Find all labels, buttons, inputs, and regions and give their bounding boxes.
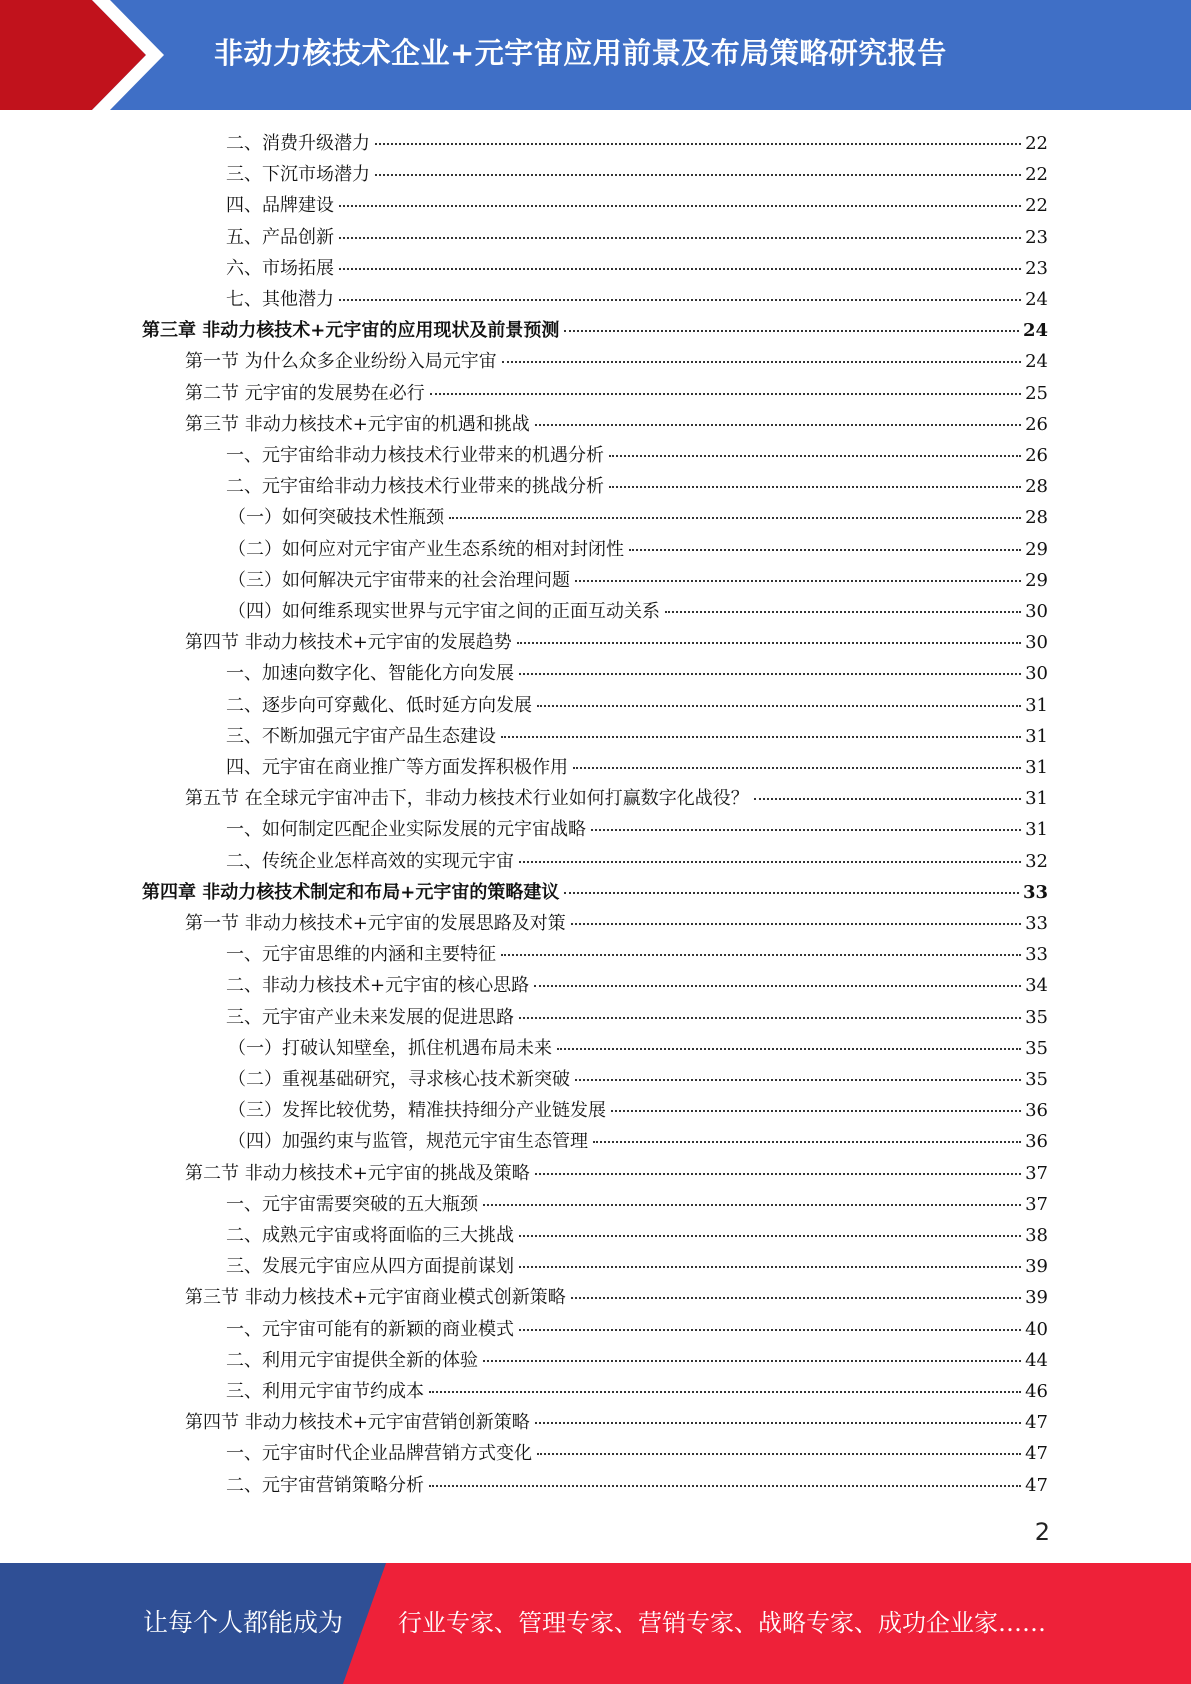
header-red-chevron xyxy=(0,0,160,110)
toc-entry-page: 36 xyxy=(1025,1131,1048,1153)
toc-entry-page: 22 xyxy=(1025,195,1048,217)
toc-entry[interactable] xyxy=(226,471,1048,502)
toc-entry[interactable] xyxy=(185,1158,1048,1189)
toc-entry-page: 33 xyxy=(1025,913,1048,934)
toc-entry-page: 33 xyxy=(1022,881,1048,903)
toc-entry-page: 47 xyxy=(1025,1474,1048,1496)
toc-entry-title: （三）发挥比较优势，精准扶持细分产业链发展 xyxy=(228,1100,606,1122)
toc-entry[interactable] xyxy=(226,190,1048,221)
toc-entry-page: 35 xyxy=(1025,1069,1048,1090)
toc-entry[interactable] xyxy=(226,939,1048,970)
page-number: 2 xyxy=(1034,1518,1050,1546)
toc-entry-title: 一、元宇宙时代企业品牌营销方式变化 xyxy=(226,1443,532,1465)
toc-entry-page: 37 xyxy=(1025,1162,1048,1184)
toc-dot-leader xyxy=(519,1235,1021,1237)
toc-entry[interactable] xyxy=(226,1002,1048,1033)
toc-entry-title: （四）如何维系现实世界与元宇宙之间的正面互动关系 xyxy=(228,601,660,622)
toc-entry[interactable] xyxy=(228,596,1048,627)
toc-entry[interactable] xyxy=(226,159,1048,190)
toc-entry-page: 26 xyxy=(1025,445,1048,466)
toc-dot-leader xyxy=(519,1266,1021,1268)
toc-entry-title: 第四章 非动力核技术制定和布局+元宇宙的策略建议 xyxy=(142,881,560,903)
toc-entry[interactable] xyxy=(226,1251,1048,1282)
toc-entry-title: （二）重视基础研究，寻求核心技术新突破 xyxy=(228,1069,570,1090)
toc-entry-page: 31 xyxy=(1025,757,1048,778)
toc-dot-leader xyxy=(609,486,1021,488)
toc-entry[interactable] xyxy=(226,752,1048,783)
toc-entry[interactable] xyxy=(226,1314,1048,1345)
toc-entry-page: 24 xyxy=(1025,289,1048,310)
toc-entry-title: 第三节 非动力核技术+元宇宙商业模式创新策略 xyxy=(185,1287,566,1309)
toc-entry[interactable] xyxy=(226,721,1048,752)
toc-entry[interactable] xyxy=(226,253,1048,284)
toc-entry[interactable] xyxy=(226,1438,1048,1469)
toc-entry[interactable] xyxy=(226,1345,1048,1376)
toc-entry[interactable] xyxy=(185,627,1048,658)
toc-dot-leader xyxy=(564,330,1019,332)
toc-chapter-entry[interactable] xyxy=(142,315,1048,346)
toc-dot-leader xyxy=(501,954,1021,956)
toc-dot-leader xyxy=(571,1297,1021,1299)
toc-entry-page: 47 xyxy=(1025,1412,1048,1434)
toc-entry[interactable] xyxy=(226,846,1048,877)
toc-dot-leader xyxy=(519,1017,1021,1019)
toc-entry[interactable] xyxy=(185,409,1048,440)
toc-dot-leader xyxy=(611,1110,1021,1112)
toc-entry-title: （一）打破认知壁垒，抓住机遇布局未来 xyxy=(228,1037,552,1059)
toc-entry-page: 36 xyxy=(1025,1100,1048,1122)
toc-entry-page: 46 xyxy=(1025,1381,1048,1402)
toc-entry-title: 一、元宇宙思维的内涵和主要特征 xyxy=(226,944,496,966)
toc-entry-page: 25 xyxy=(1025,382,1048,404)
toc-entry-title: 第二节 非动力核技术+元宇宙的挑战及策略 xyxy=(185,1162,530,1184)
toc-entry-title: 四、品牌建设 xyxy=(226,195,334,217)
toc-entry-title: 三、发展元宇宙应从四方面提前谋划 xyxy=(226,1256,514,1278)
toc-entry-page: 35 xyxy=(1025,1006,1048,1028)
toc-entry-title: 第三章 非动力核技术+元宇宙的应用现状及前景预测 xyxy=(142,320,560,342)
toc-dot-leader xyxy=(535,424,1021,426)
toc-dot-leader xyxy=(519,673,1021,675)
toc-entry-title: 二、元宇宙给非动力核技术行业带来的挑战分析 xyxy=(226,476,604,498)
toc-entry-title: 一、加速向数字化、智能化方向发展 xyxy=(226,663,514,685)
footer-slogan-right: 行业专家、管理专家、营销专家、战略专家、成功企业家…… xyxy=(398,1609,1046,1637)
toc-entry-page: 32 xyxy=(1025,850,1048,872)
toc-dot-leader xyxy=(754,798,1021,800)
toc-entry-page: 30 xyxy=(1025,632,1048,654)
toc-entry-page: 31 xyxy=(1025,694,1048,716)
toc-entry-title: 三、利用元宇宙节约成本 xyxy=(226,1381,424,1402)
toc-entry-page: 24 xyxy=(1025,351,1048,373)
toc-dot-leader xyxy=(339,205,1021,207)
page-header xyxy=(0,0,1191,110)
toc-entry-page: 31 xyxy=(1025,788,1048,810)
toc-entry-title: 二、消费升级潜力 xyxy=(226,133,370,154)
toc-entry-title: 五、产品创新 xyxy=(226,226,334,248)
toc-entry-title: 三、元宇宙产业未来发展的促进思路 xyxy=(226,1006,514,1028)
toc-entry[interactable] xyxy=(226,128,1048,159)
toc-entry-title: 四、元宇宙在商业推广等方面发挥积极作用 xyxy=(226,757,568,778)
toc-entry[interactable] xyxy=(226,1220,1048,1251)
toc-dot-leader xyxy=(557,1048,1021,1050)
toc-dot-leader xyxy=(537,1453,1021,1455)
toc-dot-leader xyxy=(430,393,1021,395)
toc-entry[interactable] xyxy=(185,346,1048,377)
toc-entry-title: 第三节 非动力核技术+元宇宙的机遇和挑战 xyxy=(185,413,530,435)
toc-dot-leader xyxy=(517,642,1021,644)
toc-dot-leader xyxy=(429,1485,1021,1487)
toc-entry[interactable] xyxy=(226,284,1048,315)
toc-entry[interactable] xyxy=(226,440,1048,471)
toc-dot-leader xyxy=(564,892,1019,894)
toc-dot-leader xyxy=(591,829,1021,831)
toc-entry-page: 47 xyxy=(1025,1443,1048,1465)
toc-entry[interactable] xyxy=(226,658,1048,689)
toc-entry-title: 一、元宇宙需要突破的五大瓶颈 xyxy=(226,1193,478,1215)
toc-entry-page: 39 xyxy=(1025,1287,1048,1309)
toc-entry[interactable] xyxy=(226,1470,1048,1501)
footer-slogan-left: 让每个人都能成为 xyxy=(143,1608,344,1637)
toc-dot-leader xyxy=(593,1141,1021,1143)
toc-entry-page: 40 xyxy=(1025,1318,1048,1340)
toc-dot-leader xyxy=(339,237,1021,239)
toc-entry[interactable] xyxy=(185,378,1048,409)
toc-chapter-entry[interactable] xyxy=(142,877,1048,908)
toc-entry-page: 35 xyxy=(1025,1037,1048,1059)
toc-entry[interactable] xyxy=(185,1282,1048,1313)
toc-entry-page: 30 xyxy=(1025,663,1048,685)
toc-entry[interactable] xyxy=(228,1095,1048,1126)
toc-dot-leader xyxy=(609,455,1021,457)
toc-dot-leader xyxy=(571,923,1021,925)
toc-entry-page: 29 xyxy=(1025,538,1048,560)
toc-dot-leader xyxy=(535,1173,1021,1175)
toc-entry[interactable] xyxy=(226,970,1048,1001)
toc-entry[interactable] xyxy=(228,502,1048,533)
toc-entry-title: 七、其他潜力 xyxy=(226,289,334,310)
toc-entry-title: 二、传统企业怎样高效的实现元宇宙 xyxy=(226,850,514,872)
toc-entry[interactable] xyxy=(228,1033,1048,1064)
toc-dot-leader xyxy=(519,861,1021,863)
toc-entry-title: 第四节 非动力核技术+元宇宙的发展趋势 xyxy=(185,632,512,654)
toc-entry[interactable] xyxy=(228,1064,1048,1095)
toc-entry-title: 第一节 非动力核技术+元宇宙的发展思路及对策 xyxy=(185,913,566,934)
toc-dot-leader xyxy=(339,268,1021,270)
toc-entry[interactable] xyxy=(228,1126,1048,1157)
toc-dot-leader xyxy=(535,1422,1021,1424)
toc-entry[interactable] xyxy=(226,1189,1048,1220)
toc-entry-title: 二、元宇宙营销策略分析 xyxy=(226,1474,424,1496)
toc-entry-page: 22 xyxy=(1025,133,1048,154)
toc-entry-title: 二、利用元宇宙提供全新的体验 xyxy=(226,1349,478,1371)
toc-entry-title: 第二节 元宇宙的发展势在必行 xyxy=(185,382,425,404)
toc-entry-title: 一、元宇宙可能有的新颖的商业模式 xyxy=(226,1318,514,1340)
toc-entry-title: 六、市场拓展 xyxy=(226,257,334,279)
toc-entry-page: 24 xyxy=(1022,320,1048,342)
toc-entry[interactable] xyxy=(226,1376,1048,1407)
toc-entry-title: （三）如何解决元宇宙带来的社会治理问题 xyxy=(228,569,570,591)
toc-entry[interactable] xyxy=(228,534,1048,565)
toc-entry-title: 第五节 在全球元宇宙冲击下，非动力核技术行业如何打赢数字化战役？ xyxy=(185,788,749,810)
toc-entry-page: 23 xyxy=(1025,226,1048,248)
page-footer xyxy=(0,1563,1191,1684)
toc-entry-title: 一、元宇宙给非动力核技术行业带来的机遇分析 xyxy=(226,445,604,466)
toc-entry[interactable] xyxy=(185,908,1048,939)
toc-entry-page: 37 xyxy=(1025,1193,1048,1215)
toc-entry-title: 一、如何制定匹配企业实际发展的元宇宙战略 xyxy=(226,819,586,841)
toc-entry-page: 33 xyxy=(1025,944,1048,966)
header-title: 非动力核技术企业+元宇宙应用前景及布局策略研究报告 xyxy=(214,36,947,70)
toc-entry[interactable] xyxy=(226,222,1048,253)
toc-dot-leader xyxy=(483,1360,1021,1362)
toc-dot-leader xyxy=(501,736,1021,738)
toc-entry-page: 31 xyxy=(1025,819,1048,841)
toc-entry-page: 22 xyxy=(1025,164,1048,186)
toc-dot-leader xyxy=(375,143,1021,145)
toc-dot-leader xyxy=(575,1079,1021,1081)
toc-entry-title: 二、成熟元宇宙或将面临的三大挑战 xyxy=(226,1225,514,1246)
toc-dot-leader xyxy=(519,1329,1021,1331)
toc-entry-page: 29 xyxy=(1025,569,1048,591)
toc-entry-page: 39 xyxy=(1025,1256,1048,1278)
toc-dot-leader xyxy=(375,174,1021,176)
toc-entry[interactable] xyxy=(226,814,1048,845)
toc-entry-title: 第四节 非动力核技术+元宇宙营销创新策略 xyxy=(185,1412,530,1434)
toc-entry[interactable] xyxy=(228,565,1048,596)
toc-entry-title: 三、下沉市场潜力 xyxy=(226,164,370,186)
toc-entry[interactable] xyxy=(185,783,1048,814)
toc-entry-title: 第一节 为什么众多企业纷纷入局元宇宙 xyxy=(185,351,497,373)
toc-entry-title: 三、不断加强元宇宙产品生态建设 xyxy=(226,725,496,747)
toc-dot-leader xyxy=(339,299,1021,301)
toc-dot-leader xyxy=(665,611,1021,613)
toc-entry-title: （一）如何突破技术性瓶颈 xyxy=(228,507,444,529)
toc-dot-leader xyxy=(575,580,1021,582)
toc-entry-page: 26 xyxy=(1025,413,1048,435)
toc-entry-page: 28 xyxy=(1025,507,1048,529)
toc-dot-leader xyxy=(573,767,1021,769)
toc-entry-title: （二）如何应对元宇宙产业生态系统的相对封闭性 xyxy=(228,538,624,560)
toc-entry-page: 38 xyxy=(1025,1225,1048,1246)
toc-dot-leader xyxy=(629,549,1021,551)
toc-dot-leader xyxy=(449,517,1021,519)
toc-entry-page: 23 xyxy=(1025,257,1048,279)
toc-entry-page: 28 xyxy=(1025,476,1048,498)
toc-entry-title: （四）加强约束与监管，规范元宇宙生态管理 xyxy=(228,1131,588,1153)
toc-entry-page: 31 xyxy=(1025,725,1048,747)
toc-entry-page: 30 xyxy=(1025,601,1048,622)
toc-dot-leader xyxy=(534,985,1021,987)
toc-dot-leader xyxy=(502,361,1021,363)
toc-entry-page: 34 xyxy=(1025,975,1048,997)
toc-dot-leader xyxy=(483,1204,1021,1206)
toc-dot-leader xyxy=(429,1391,1021,1393)
toc-entry-title: 二、逐步向可穿戴化、低时延方向发展 xyxy=(226,694,532,716)
toc-entry[interactable] xyxy=(185,1407,1048,1438)
toc-dot-leader xyxy=(537,705,1021,707)
toc-entry-title: 二、非动力核技术+元宇宙的核心思路 xyxy=(226,975,530,997)
toc-entry[interactable] xyxy=(226,690,1048,721)
toc-entry-page: 44 xyxy=(1025,1349,1048,1371)
